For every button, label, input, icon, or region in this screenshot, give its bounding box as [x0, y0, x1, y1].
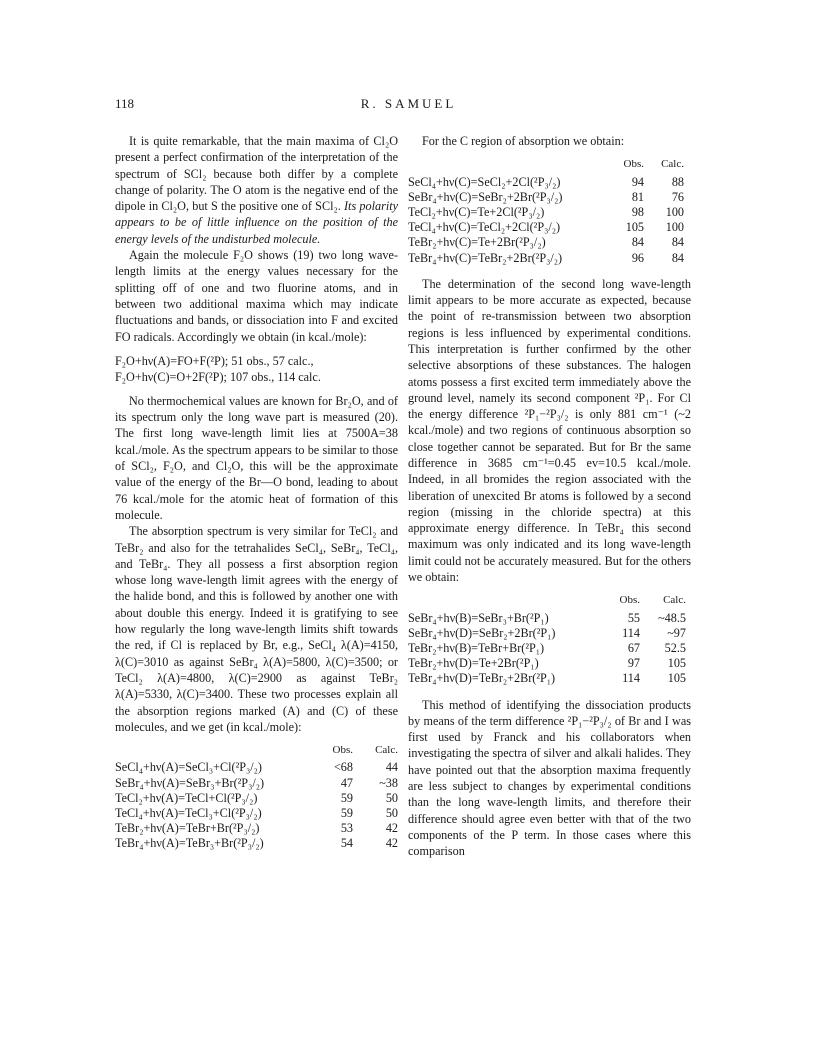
table-row	[115, 821, 398, 836]
reaction: TeCl₄+hν(C)=TeCl₂+2Cl(²P₃/₂)	[408, 220, 561, 235]
f2o-equation-1: F₂O+hν(A)=FO+F(²P); 51 obs., 57 calc.,	[115, 353, 314, 368]
running-head: R. SAMUEL	[360, 96, 457, 111]
obs-value: 84	[631, 235, 644, 250]
table-row	[115, 791, 398, 806]
obs-value: 67	[627, 640, 640, 655]
calc-header: Calc.	[663, 594, 686, 607]
table-row	[408, 626, 686, 641]
calc-value: ~48.5	[658, 610, 686, 625]
reaction: SeBr₄+hν(A)=SeBr₃+Br(²P₃/₂)	[115, 775, 265, 790]
reaction: TeBr₂+hν(A)=TeBr+Br(²P₃/₂)	[115, 821, 260, 836]
calc-value: 105	[667, 671, 686, 686]
reaction: SeCl₄+hν(A)=SeCl₃+Cl(²P₃/₂)	[115, 760, 262, 775]
table-row	[408, 205, 684, 220]
left-paragraph-1-text: It is quite remarkable, that the main maxima of Cl₂O present a perfect confirmation of the interpretation of the spectrum of SCl₂ because both differ by a complete change of polarity. The O atom is the negative end of the dipole in Cl₂O, but S the positive one of SCl₂.	[115, 134, 398, 214]
obs-value: 94	[631, 174, 644, 189]
table-row	[408, 671, 686, 686]
reaction: TeBr₄+hν(C)=TeBr₂+2Br(²P₃/₂)	[408, 250, 563, 265]
table-row	[408, 175, 684, 190]
table-row	[115, 760, 398, 775]
left-column	[115, 133, 398, 862]
calc-value: 50	[385, 790, 398, 805]
obs-value: 54	[340, 836, 353, 851]
obs-value: 47	[340, 775, 353, 790]
table-row	[408, 641, 686, 656]
reaction: TeBr₂+hν(C)=Te+2Br(²P₃/₂)	[408, 235, 546, 250]
table-row	[408, 235, 684, 250]
table-row	[115, 776, 398, 791]
calc-value: 44	[385, 760, 398, 775]
calc-value: 42	[385, 821, 398, 836]
table-row	[408, 220, 684, 235]
obs-value: 53	[340, 821, 353, 836]
reaction: SeBr₄+hν(D)=SeBr₂+2Br(²P₁)	[408, 625, 556, 640]
table-row	[408, 190, 684, 205]
reaction: TeBr₄+hν(D)=TeBr₂+2Br(²P₁)	[408, 671, 556, 686]
table-row	[408, 656, 686, 671]
obs-value: 96	[631, 250, 644, 265]
left-paragraph-2: Again the molecule F₂O shows (19) two long wave-length limits at the energy values necessary for the splitting off of one and two fluorine atoms, and in between two additional maxima which may indicate fluctuations and bands, or dissociation into F and excited FO radicals. Accordingly we obtain (in kcal./mole):	[115, 248, 398, 344]
obs-value: 105	[625, 220, 644, 235]
obs-value: 55	[627, 610, 640, 625]
c-region-table	[408, 157, 684, 265]
reaction: TeCl₂+hν(A)=TeCl+Cl(²P₃/₂)	[115, 790, 258, 805]
table-row	[408, 251, 684, 266]
table-row	[115, 836, 398, 851]
obs-value: 98	[631, 204, 644, 219]
obs-value: 81	[631, 189, 644, 204]
calc-value: ~97	[667, 625, 686, 640]
right-column	[408, 133, 691, 860]
right-paragraph-2: This method of identifying the dissociation products by means of the term difference ²P₁−²P₃/₂ of Br and I was first used by Franck and his collaborators when investigating the spectra of silver and alkali halides. They have pointed out that the absorption maxima frequently are less subject to changes by experimental conditions than the long wave-length limits, and therefore their difference should agree even better with that of the two components of the P term. In those cases where this comparison	[408, 697, 691, 859]
left-paragraph-1-italic: Its polarity appears to be of little influence on the position of the energy levels of the undisturbed molecule.	[115, 199, 399, 246]
b-d-region-table-header	[408, 593, 686, 610]
obs-header: Obs.	[623, 158, 644, 171]
calc-value: 100	[665, 220, 684, 235]
obs-value: 114	[622, 671, 640, 686]
reaction: SeCl₄+hν(C)=SeCl₂+2Cl(²P₃/₂)	[408, 174, 561, 189]
calc-value: 88	[671, 174, 684, 189]
calc-value: 84	[671, 250, 684, 265]
reaction: SeBr₄+hν(C)=SeBr₂+2Br(²P₃/₂)	[408, 189, 563, 204]
obs-value: 97	[627, 656, 640, 671]
a-region-table-header	[115, 743, 398, 760]
reaction: TeBr₂+hν(B)=TeBr+Br(²P₁)	[408, 640, 545, 655]
calc-value: 42	[385, 836, 398, 851]
right-paragraph-1: The determination of the second long wave-length limit appears to be more accurate as expected, because the point of re-transmission between two absorption regions is less influenced by experimental conditions. This interpretation is further confirmed by the other selective absorptions of these substances. The halogen atoms possess a first excited term immediately above the ground level, namely its second component ²P₁. For Cl the energy difference ²P₁−²P₃/₂ is only 881 cm⁻¹ (~2 kcal./mole) and two regions of continuous absorption so close together cannot be separated. But for Br the same difference in 3685 cm⁻¹=0.45 ev=10.5 kcal./mole. Indeed, in all bromides the region associated with the liberation of unexcited Br atoms is followed by a second region (missing in the chloride spectra) at this approximate energy difference. In TeBr₄ this second maximum was only indicated and its long wave-length limit could not be accurately measured. But for the others we obtain:	[408, 276, 691, 585]
page-number: 118	[115, 96, 135, 111]
calc-value: ~38	[379, 775, 398, 790]
right-intro: For the C region of absorption we obtain:	[422, 134, 625, 148]
b-d-region-table	[408, 593, 686, 686]
calc-value: 52.5	[664, 640, 686, 655]
obs-value: <68	[333, 760, 353, 775]
left-paragraph-1	[115, 133, 398, 247]
page-header	[115, 96, 702, 112]
obs-header: Obs.	[332, 744, 353, 757]
table-row	[408, 611, 686, 626]
calc-value: 84	[671, 235, 684, 250]
c-region-table-header	[408, 157, 684, 174]
obs-header: Obs.	[619, 594, 640, 607]
reaction: TeBr₄+hν(A)=TeBr₃+Br(²P₃/₂)	[115, 836, 264, 851]
reaction: TeCl₄+hν(A)=TeCl₃+Cl(²P₃/₂)	[115, 805, 262, 820]
reaction: TeBr₂+hν(D)=Te+2Br(²P₁)	[408, 656, 539, 671]
a-region-table	[115, 743, 398, 851]
left-paragraph-3: No thermochemical values are known for Br₂O, and of its spectrum only the long wave part is measured (20). The first long wave-length limit lies at 7500A=38 kcal./mole. As the spectrum appears to be similar to those of SCl₂, F₂O, and Cl₂O, this will be the approximate value of the energy of the Br—O bond, leading to about 76 kcal./mole for the atomic heat of formation of this molecule.	[115, 393, 398, 522]
table-row	[115, 806, 398, 821]
left-paragraph-4: The absorption spectrum is very similar for TeCl₂ and TeBr₂ and also for the tetrahalides SeCl₄, SeBr₄, TeCl₄, and TeBr₄. They all possess a first absorption region whose long wave-length limit agrees with the energy of the halide bond, and this is followed by another one with about double this energy. Indeed it is gratifying to see how regularly the long wave-length limits shift towards the red, if Cl is replaced by Br, e.g., SeCl₄ λ(A)=4150, λ(C)=3010 as against SeBr₄ λ(A)=5800, λ(C)=3500; or TeCl₂ λ(A)=4800, λ(C)=2900 as against TeBr₂ λ(A)=5330, λ(C)=3400. These two processes explain all the absorption regions marked (A) and (C) of these molecules, and we get (in kcal./mole):	[115, 524, 398, 734]
reaction: SeBr₄+hν(B)=SeBr₃+Br(²P₁)	[408, 610, 549, 625]
calc-header: Calc.	[375, 744, 398, 757]
calc-value: 50	[385, 805, 398, 820]
calc-value: 76	[671, 189, 684, 204]
calc-value: 105	[667, 656, 686, 671]
obs-value: 59	[340, 790, 353, 805]
calc-header: Calc.	[661, 158, 684, 171]
obs-value: 59	[340, 805, 353, 820]
f2o-equations	[115, 353, 398, 385]
f2o-equation-2: F₂O+hν(C)=O+2F(²P); 107 obs., 114 calc.	[115, 369, 321, 384]
obs-value: 114	[622, 625, 640, 640]
calc-value: 100	[665, 204, 684, 219]
reaction: TeCl₂+hν(C)=Te+2Cl(²P₃/₂)	[408, 204, 545, 219]
